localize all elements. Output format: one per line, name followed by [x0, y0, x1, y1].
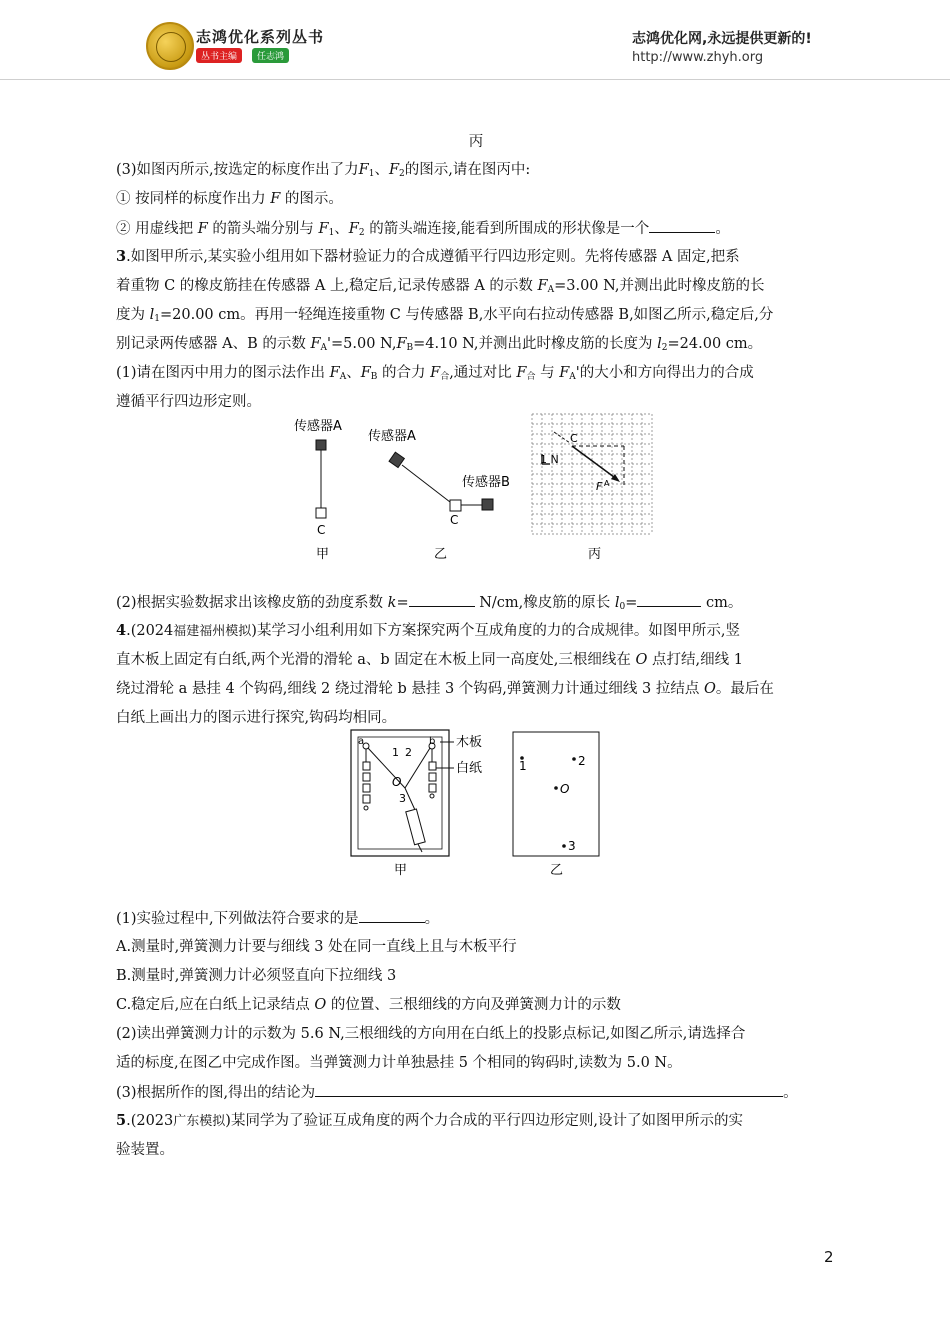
series-logo [146, 22, 194, 70]
fig4-jia-caption: 甲 [394, 863, 408, 878]
fig3-yi-caption: 乙 [434, 547, 448, 562]
figure-bing-caption: 丙 [468, 134, 484, 150]
force-fa-arrow [572, 446, 618, 480]
white-paper [513, 732, 599, 856]
fig3-bing-scale: 1 N [540, 453, 559, 466]
series-title: 志鸿优化系列丛书 [196, 28, 325, 46]
chief-editor-name: 任志鸿 [252, 48, 289, 63]
q4-part2-line2: 适的标度,在图乙中完成作图。当弹簧测力计单独悬挂 5 个相同的钩码时,读数为 5.0 N。 [116, 1055, 682, 1071]
fig4-thread3-label: 3 [399, 792, 406, 805]
rubber-band [402, 465, 450, 502]
point-2 [572, 757, 576, 761]
fig3-bing-fa-label: F [596, 480, 603, 493]
chief-editor-label: 丛书主编 [196, 48, 242, 63]
dashed-extension [554, 432, 570, 443]
q4-line2: 直木板上固定有白纸,两个光滑的滑轮 a、b 固定在木板上同一高度处,三根细线在 O 点打结,细线 1 [116, 652, 743, 668]
weight-c [450, 500, 461, 511]
q5-line1: 5.(2023广东模拟)某同学为了验证互成角度的两个力合成的平行四边形定则,设计了如图甲所示的实 [116, 1112, 744, 1129]
q2-part3-line3: ② 用虚线把 F 的箭头端分别与 $F_1$、$F_2$ 的箭头端连接,能看到所围成的形状像是一个 。 [116, 218, 730, 243]
fig4-jia [348, 728, 498, 880]
fig4-thread2-label: 2 [405, 746, 412, 759]
q3-line2: 着重物 C 的橡皮筋挂在传感器 A 上,稳定后,记录传感器 A 的示数 $F_A=3.00$ N,并测出此时橡皮筋的长 [116, 278, 765, 295]
q4-option-c: C.稳定后,应在白纸上记录结点 O 的位置、三根细线的方向及弹簧测力计的示数 [116, 997, 621, 1013]
page-number: 2 [824, 1248, 834, 1266]
fig4-yi [510, 730, 602, 880]
fig4-knot-label: O [392, 775, 402, 789]
fig3-jia-caption: 甲 [316, 547, 330, 562]
q3-line1: 3.如图甲所示,某实验小组用如下器材验证力的合成遵循平行四边形定则。先将传感器 A 固定,把系 [116, 248, 740, 265]
fig4-label-a: a [358, 736, 365, 747]
q3-line3: 度为 $l_1=20.00$ cm。再用一轻绳连接重物 C 与传感器 B,水平向右拉动传感器 B,如图乙所示,稳定后,分 [116, 307, 774, 324]
q3-part2: (2)根据实验数据求出该橡皮筋的劲度系数 k= N/cm,橡皮筋的原长 $l_0=$ cm。 [116, 592, 742, 617]
q4-part1: (1)实验过程中,下列做法符合要求的是 。 [116, 908, 439, 929]
q5-line2: 验装置。 [116, 1142, 174, 1158]
hook-weights-4 [363, 762, 370, 810]
fig3-bing-c-label: C [570, 432, 578, 445]
fig3-yi-c-label: C [450, 513, 459, 527]
fig3-jia-c-label: C [317, 523, 326, 537]
fig4-yi-caption: 乙 [550, 863, 564, 878]
header-slogan: 志鸿优化网,永远提供更新的! [632, 31, 812, 47]
fig4-pointO-label: O [560, 782, 570, 796]
fig4-board-label: 木板 [456, 735, 483, 750]
weight-c [316, 508, 326, 518]
q4-option-b: B.测量时,弹簧测力计必须竖直向下拉细线 3 [116, 968, 397, 984]
answer-blank-l0[interactable] [637, 592, 701, 607]
fig4-point2-label: 2 [578, 754, 586, 768]
answer-blank-shape[interactable] [649, 218, 715, 233]
fig3-bing-caption: 丙 [588, 547, 602, 562]
fig3-yi-sensor-a-label: 传感器A [368, 429, 416, 444]
fig4-paper-label: 白纸 [456, 761, 483, 776]
page-header [0, 0, 950, 80]
answer-blank-k[interactable] [409, 592, 475, 607]
q2-part3-line1: (3)如图丙所示,按选定的标度作出了力$F_1$、$F_2$的图示,请在图丙中: [116, 162, 531, 179]
q4-line1: 4.(2024福建福州模拟)某学习小组利用如下方案探究两个互成角度的力的合成规律。如图甲所示,竖 [116, 622, 741, 639]
fig3-bing-fa-sub: A [604, 479, 610, 488]
q3-line4: 别记录两传感器 A、B 的示数 $F_A'=5.00$ $N,F_B=4.10$ N,并测出此时橡皮筋的长度为 $l_2=24.00$ cm。 [116, 336, 763, 353]
q4-part2-line1: (2)读出弹簧测力计的示数为 5.6 N,三根细线的方向用在白纸上的投影点标记,如图乙所示,请选择合 [116, 1026, 746, 1042]
fig4-label-b: b [429, 736, 436, 747]
fig3-jia-sensor-label: 传感器A [294, 419, 342, 434]
fig3-yi [360, 420, 530, 564]
fig4-thread1-label: 1 [392, 746, 399, 759]
point-3 [562, 844, 566, 848]
answer-blank-choice[interactable] [359, 908, 425, 923]
q2-part3-line2: ① 按同样的标度作出力 F 的图示。 [116, 191, 343, 207]
answer-blank-conclusion[interactable] [315, 1082, 783, 1097]
q4-line4: 白纸上画出力的图示进行探究,钩码均相同。 [116, 710, 397, 726]
fig4-point3-label: 3 [568, 839, 576, 853]
q3-part1-line2: 遵循平行四边形定则。 [116, 394, 261, 410]
point-o [554, 786, 558, 790]
sensor-b-block [482, 499, 493, 510]
q4-part3: (3)根据所作的图,得出的结论为 。 [116, 1082, 798, 1103]
sensor-a-block [316, 440, 326, 450]
fig3-bing [528, 410, 658, 564]
fig3-yi-sensor-b-label: 传感器B [462, 475, 510, 490]
q4-option-a: A.测量时,弹簧测力计要与细线 3 处在同一直线上且与木板平行 [116, 939, 517, 955]
fig4-point1-label: 1 [519, 759, 527, 773]
q4-line3: 绕过滑轮 a 悬挂 4 个钩码,细线 2 绕过滑轮 b 悬挂 3 个钩码,弹簧测力计通过细线 3 拉结点 O。最后在 [116, 681, 774, 697]
header-divider [0, 79, 950, 80]
q3-part1-line1: (1)请在图丙中用力的图示法作出 $F_A$、$F_B$ 的合力 $F_合$,通过对比 $F_合$ 与 $F_A'$的大小和方向得出力的合成 [116, 365, 754, 382]
header-url[interactable]: http://www.zhyh.org [632, 50, 764, 65]
